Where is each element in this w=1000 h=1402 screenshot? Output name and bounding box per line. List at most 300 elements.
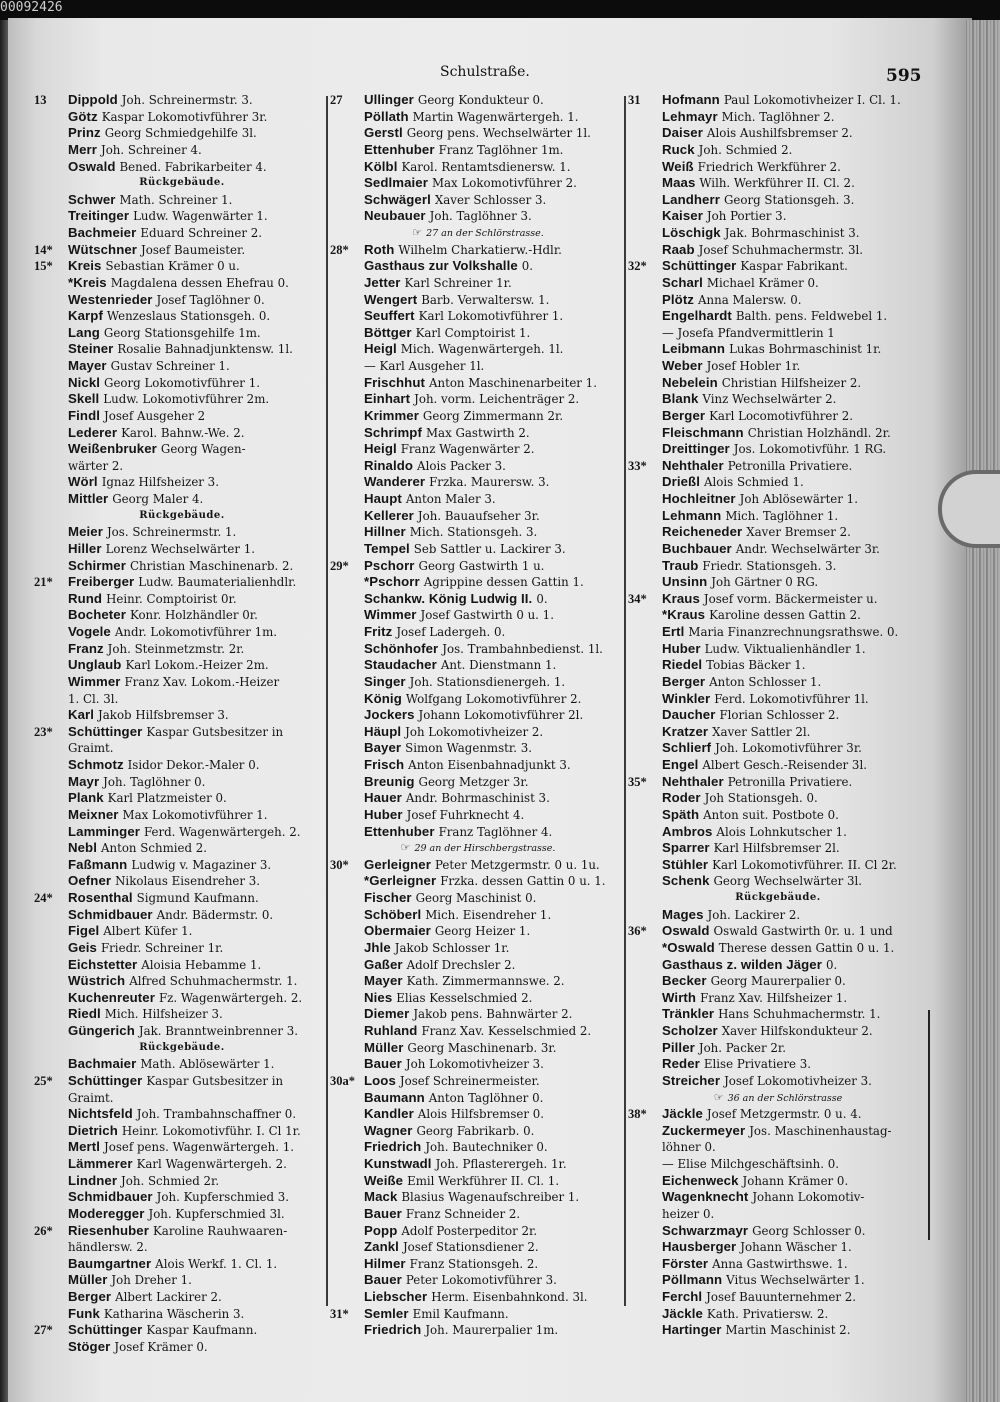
resident-surname: Fischer (364, 890, 412, 905)
resident-surname: Lang (68, 324, 100, 340)
resident-details: Joh Lokomotivheizer 3. (405, 1057, 544, 1072)
house-number: 30* (330, 857, 349, 872)
resident-surname: Baumgartner (68, 1255, 152, 1271)
resident-entry (34, 1023, 330, 1040)
resident-entry (628, 425, 928, 442)
resident-entry (628, 1006, 928, 1023)
resident-entry (34, 824, 330, 841)
resident-entry (628, 208, 928, 225)
resident-surname: Jäckle (662, 1106, 703, 1122)
resident-surname: Jetter (364, 274, 401, 290)
resident-entry (34, 707, 330, 724)
cross-reference-note (330, 225, 626, 242)
resident-surname: *Gerleigner (364, 873, 437, 889)
resident-surname: Schmidbauer (68, 1189, 153, 1205)
resident-details: Albert Küfer 1. (103, 924, 193, 939)
resident-details: Alois Hilfsbremser 0. (417, 1107, 545, 1122)
resident-surname: Baumann (364, 1089, 425, 1105)
resident-surname: Bauer (364, 1205, 402, 1221)
resident-entry (34, 907, 330, 924)
resident-surname: Vogele (68, 624, 111, 639)
resident-surname: Funk (68, 1305, 100, 1321)
resident-details: Math. Schreiner 1. (119, 192, 233, 207)
entry-continuation (34, 740, 330, 757)
resident-details: Graimt. (68, 1090, 114, 1105)
resident-entry (330, 1256, 626, 1273)
resident-surname: Piller (662, 1039, 695, 1055)
resident-details: Bened. Fabrikarbeiter 4. (119, 159, 267, 174)
section-subheading: Rückgebäude. (139, 509, 225, 521)
resident-surname: Bayer (364, 740, 402, 756)
resident-details: Max Gastwirth 2. (425, 425, 530, 440)
page-title: Schulstraße. (440, 64, 530, 80)
resident-details: Joh. Bauaufseher 3r. (417, 508, 540, 523)
house-number: 35* (628, 774, 647, 789)
resident-entry (330, 1189, 626, 1206)
resident-details: Petronilla Privatiere. (727, 774, 853, 789)
resident-entry (628, 674, 928, 691)
resident-entry (330, 292, 626, 309)
resident-details: Gustav Schreiner 1. (110, 359, 230, 373)
resident-entry (34, 1106, 330, 1123)
resident-surname: Wimmer (68, 673, 121, 689)
resident-surname: Wengert (364, 291, 418, 307)
resident-details: Mich. Wagenwärtergeh. 1l. (400, 342, 564, 357)
resident-surname: Fleischmann (662, 424, 744, 440)
resident-entry (330, 1123, 626, 1140)
resident-details: Georg Maschinenarb. 3r. (407, 1040, 557, 1055)
resident-details: Karl Wagenwärtergeh. 2. (136, 1157, 287, 1171)
resident-entry (34, 474, 330, 491)
resident-entry (330, 192, 626, 209)
resident-entry (330, 774, 626, 791)
margin-line (928, 1010, 930, 1240)
resident-details: Josef Schuhmachermstr. 3l. (698, 242, 864, 257)
resident-entry (34, 857, 330, 874)
resident-details: Josef Stationsdiener 2. (402, 1240, 539, 1255)
resident-details: Balth. pens. Feldwebel 1. (735, 309, 888, 324)
resident-details: Frzka. dessen Gattin 0 u. 1. (440, 874, 606, 889)
resident-entry (628, 142, 928, 159)
resident-surname: Moderegger (68, 1205, 145, 1221)
resident-details: Joh Gärtner 0 RG. (711, 575, 819, 590)
resident-surname: Späth (662, 806, 700, 822)
resident-details: Joh. Trambahnschaffner 0. (136, 1107, 297, 1122)
resident-surname: Breunig (364, 773, 415, 789)
house-number: 31* (330, 1306, 349, 1321)
resident-entry (34, 1073, 330, 1090)
resident-surname: Roth (364, 241, 395, 257)
resident-entry (628, 92, 928, 109)
resident-surname: Wagner (364, 1122, 413, 1138)
resident-entry (628, 907, 928, 924)
resident-surname: Schlierf (662, 740, 712, 756)
resident-entry (34, 441, 330, 458)
resident-surname: *Oswald (662, 939, 715, 955)
resident-entry (330, 824, 626, 841)
resident-entry (330, 757, 626, 774)
resident-surname: Friedrich (364, 1322, 422, 1338)
resident-surname: Gasthaus z. wilden Jäger (662, 956, 822, 972)
resident-entry (628, 308, 928, 325)
resident-surname: Nickl (68, 374, 101, 390)
resident-entry (628, 408, 928, 425)
resident-entry (34, 109, 330, 126)
resident-details: Alois Schmied 1. (703, 475, 804, 490)
resident-surname: Riedel (662, 657, 703, 673)
resident-details: Vinz Wechselwärter 2. (702, 392, 837, 407)
resident-details: Lorenz Wechselwärter 1. (105, 541, 255, 556)
resident-entry (330, 1239, 626, 1256)
resident-details: Franz Schneider 2. (405, 1206, 521, 1221)
resident-details: Anton Schmied 2. (100, 841, 208, 856)
resident-entry (34, 641, 330, 658)
resident-entry (628, 990, 928, 1007)
resident-surname: Scholzer (662, 1023, 718, 1038)
resident-entry (330, 790, 626, 807)
resident-entry (34, 890, 330, 907)
resident-details: Katharina Wäscherin 3. (103, 1306, 245, 1321)
resident-details: Joh Portier 3. (706, 209, 787, 224)
resident-details: Xaver Bremser 2. (746, 525, 851, 540)
resident-surname: Ruck (662, 141, 695, 157)
resident-details: heizer 0. (662, 1206, 715, 1221)
resident-surname: Scharl (662, 274, 703, 290)
resident-entry (330, 1090, 626, 1107)
resident-details: Josef Taglöhner 0. (156, 292, 265, 307)
resident-details: Heinr. Comptoirist 0r. (106, 591, 237, 606)
resident-entry (330, 558, 626, 575)
resident-surname: Becker (662, 973, 707, 989)
resident-details: Georg Wagen- (160, 442, 246, 457)
resident-details: Mich. Taglöhner 2. (721, 109, 835, 124)
resident-details: Andr. Bohrmaschinist 3. (405, 791, 550, 806)
resident-surname: Ferchl (662, 1289, 703, 1304)
resident-details: Sebastian Krämer 0 u. (105, 259, 240, 274)
resident-surname: Tempel (364, 540, 410, 556)
resident-details: Georg Stationsgehilfe 1m. (103, 325, 261, 340)
resident-details: Alfred Schuhmachermstr. 1. (129, 974, 298, 989)
resident-details: Franz Stationsgeh. 2. (409, 1256, 539, 1271)
resident-details: Joh Dreher 1. (111, 1273, 192, 1288)
resident-surname: Kölbl (364, 158, 398, 174)
resident-surname: Sedlmaier (364, 175, 428, 191)
resident-details: Jakob pens. Bahnwärter 2. (413, 1007, 573, 1022)
resident-details: Joh. Lackirer 2. (707, 907, 801, 922)
resident-entry (628, 940, 928, 957)
resident-details: Georg Fabrikarb. 0. (416, 1123, 535, 1138)
resident-entry (34, 807, 330, 824)
resident-surname: Gaßer (364, 956, 403, 972)
resident-details: Georg Metzger 3r. (418, 774, 529, 789)
resident-details: Josef Hobler 1r. (706, 359, 801, 373)
resident-details: Joh. Steinmetzmstr. 2r. (107, 641, 245, 656)
resident-details: Christian Maschinenarb. 2. (129, 558, 294, 573)
resident-surname: Hochleitner (662, 491, 736, 506)
resident-surname: Pschorr (364, 557, 415, 573)
resident-details: Anton Maler 3. (405, 492, 496, 506)
resident-surname: Dreittinger (662, 441, 730, 457)
resident-entry (330, 375, 626, 392)
resident-entry (330, 1040, 626, 1057)
note-text: 27 an der Schlörstrasse. (426, 228, 544, 239)
resident-entry (34, 1223, 330, 1240)
resident-details: Wilh. Werkführer II. Cl. 2. (699, 176, 855, 191)
resident-surname: Karpf (68, 308, 103, 324)
resident-surname: Wüstrich (68, 973, 126, 989)
entry-continuation (330, 358, 626, 375)
resident-surname: Wörl (68, 474, 98, 490)
resident-surname: Daucher (662, 707, 716, 723)
resident-details: Joh. Pflasterergeh. 1r. (435, 1157, 567, 1171)
resident-surname: Mayer (68, 358, 107, 373)
resident-details: Maria Finanzrechnungsrathswe. 0. (688, 625, 899, 639)
resident-entry (34, 1189, 330, 1206)
resident-surname: Gerleigner (364, 856, 431, 872)
resident-details: Alois Packer 3. (417, 458, 506, 473)
resident-surname: Treitinger (68, 208, 130, 224)
house-number: 25* (34, 1073, 53, 1088)
resident-surname: Karl (68, 707, 95, 723)
resident-entry (628, 275, 928, 292)
resident-entry (628, 358, 928, 375)
resident-surname: Meier (68, 524, 103, 540)
resident-details: Josef Fuhrknecht 4. (406, 807, 525, 822)
resident-surname: Wütschner (68, 241, 138, 257)
resident-entry (34, 607, 330, 624)
resident-details: Heinr. Lokomotivführ. I. Cl 1r. (121, 1123, 301, 1138)
resident-surname: Popp (364, 1222, 398, 1238)
house-number: 27* (34, 1323, 53, 1338)
entry-continuation (34, 1239, 330, 1256)
resident-details: Florian Schlosser 2. (719, 708, 840, 723)
resident-entry (628, 341, 928, 358)
resident-details: Friedr. Stationsgeh. 3. (702, 558, 837, 573)
resident-entry (628, 857, 928, 874)
resident-entry (330, 1272, 626, 1289)
resident-entry (628, 541, 928, 558)
resident-surname: Zuckermeyer (662, 1122, 746, 1138)
resident-surname: Jockers (364, 707, 415, 723)
resident-surname: Geis (68, 939, 97, 955)
resident-surname: Hofmann (662, 92, 720, 107)
resident-entry (34, 192, 330, 209)
resident-surname: Seuffert (364, 308, 415, 324)
resident-entry (34, 208, 330, 225)
resident-entry (628, 824, 928, 841)
resident-details: Josef Baumeister. (141, 242, 246, 257)
resident-details: Georg Wechselwärter 3l. (713, 874, 863, 889)
resident-details: Fz. Wagenwärtergeh. 2. (158, 990, 303, 1005)
house-number: 29* (330, 558, 349, 573)
resident-details: Georg Maurerpalier 0. (710, 974, 846, 989)
resident-details: Andr. Bädermstr. 0. (156, 907, 274, 922)
resident-entry (628, 474, 928, 491)
resident-details: Joh. Kupferschmied 3. (156, 1190, 290, 1205)
resident-entry (330, 1223, 626, 1240)
resident-surname: Reicheneder (662, 524, 743, 540)
resident-details: Joh Stationsgeh. 0. (704, 791, 818, 806)
resident-surname: *Pschorr (364, 574, 420, 590)
resident-details: Josef Krämer 0. (114, 1339, 208, 1354)
resident-details: Joh. Schreinermstr. 3. (121, 93, 253, 107)
resident-surname: König (364, 690, 402, 706)
resident-entry (330, 1056, 626, 1073)
resident-surname: Raab (662, 241, 695, 257)
resident-entry (34, 541, 330, 558)
resident-entry (628, 1123, 928, 1140)
resident-surname: Haupt (364, 491, 402, 506)
resident-entry (628, 873, 928, 890)
pointing-hand-icon: ☞ (400, 841, 411, 855)
resident-entry (330, 1206, 626, 1223)
scan-id: 00092426 (0, 0, 63, 15)
resident-entry (628, 591, 928, 608)
resident-details: Nikolaus Eisendreher 3. (115, 874, 261, 889)
resident-surname: Berger (68, 1289, 112, 1304)
resident-entry (628, 1306, 928, 1323)
resident-surname: Nehthaler (662, 457, 724, 473)
resident-surname: Zankl (364, 1239, 399, 1255)
resident-details: Josef Ladergeh. 0. (396, 625, 506, 639)
resident-entry (34, 341, 330, 358)
resident-surname: Drießl (662, 474, 700, 490)
resident-entry (628, 923, 928, 940)
resident-entry (628, 1073, 928, 1090)
entry-continuation (34, 691, 330, 708)
resident-entry (34, 325, 330, 342)
resident-surname: Nies (364, 989, 393, 1005)
house-number: 21* (34, 575, 53, 590)
resident-entry (34, 940, 330, 957)
resident-surname: Kratzer (662, 723, 709, 739)
resident-surname: Semler (364, 1305, 409, 1321)
resident-details: Jos. Schreinermstr. 1. (106, 525, 237, 540)
resident-entry (330, 807, 626, 824)
resident-surname: Jhle (364, 939, 391, 955)
resident-details: Max Lokomotivführer 2. (431, 176, 577, 191)
resident-surname: Buchbauer (662, 540, 732, 556)
resident-surname: Wagenknecht (662, 1189, 749, 1205)
resident-entry (628, 225, 928, 242)
resident-entry (34, 1156, 330, 1173)
resident-details: Georg Lokomotivführer 1. (104, 375, 260, 390)
resident-entry (34, 873, 330, 890)
resident-entry (34, 125, 330, 142)
resident-details: Kaspar Kaufmann. (146, 1323, 258, 1338)
resident-surname: Rinaldo (364, 457, 414, 473)
resident-details: Ferd. Lokomotivführer 1l. (714, 691, 869, 706)
resident-entry (628, 740, 928, 757)
resident-entry (34, 957, 330, 974)
resident-details: Friedrich Werkführer 2. (697, 159, 841, 174)
pointing-hand-icon: ☞ (713, 1090, 724, 1104)
resident-surname: Müller (364, 1039, 404, 1055)
resident-entry (34, 657, 330, 674)
resident-entry (34, 591, 330, 608)
resident-details: Karl Platzmeister 0. (107, 791, 227, 806)
resident-entry (628, 641, 928, 658)
resident-details: Josef Bauunternehmer 2. (706, 1290, 857, 1304)
resident-surname: Nehthaler (662, 773, 724, 789)
resident-details: Josef pens. Wagenwärtergeh. 1. (104, 1140, 294, 1155)
resident-details: Mich. Eisendreher 1. (425, 907, 552, 922)
resident-entry (330, 591, 626, 608)
resident-surname: Lederer (68, 424, 118, 440)
resident-entry (34, 840, 330, 857)
resident-details: 1. Cl. 3l. (68, 691, 119, 706)
resident-entry (330, 142, 626, 159)
resident-surname: *Kraus (662, 607, 706, 623)
resident-surname: Dippold (68, 92, 118, 107)
resident-surname: Frischhut (364, 374, 425, 390)
resident-surname: Wanderer (364, 474, 426, 490)
resident-surname: Lehmann (662, 507, 722, 523)
resident-entry (330, 408, 626, 425)
house-number: 26* (34, 1223, 53, 1238)
resident-entry (34, 275, 330, 292)
resident-details: Simon Wagenmstr. 3. (405, 741, 532, 756)
resident-entry (330, 491, 626, 508)
resident-details: händlersw. 2. (68, 1240, 148, 1255)
house-number: 28* (330, 242, 349, 257)
resident-details: Wilhelm Charkatierw.-Hdlr. (398, 242, 562, 257)
resident-entry (34, 391, 330, 408)
resident-details: Georg Schmiedgehilfe 3l. (104, 126, 257, 141)
resident-details: Barb. Verwaltersw. 1. (421, 292, 550, 307)
resident-entry (628, 624, 928, 641)
cross-reference-note (628, 1090, 928, 1107)
resident-surname: Güngerich (68, 1023, 135, 1038)
resident-details: Johann Wäscher 1. (740, 1240, 852, 1255)
resident-entry (330, 391, 626, 408)
resident-details: Joh. Stationsdienergeh. 1. (409, 674, 566, 689)
resident-surname: Kreis (68, 258, 102, 274)
house-number: 31 (628, 93, 641, 107)
resident-entry (330, 341, 626, 358)
resident-details: Joh. Packer 2r. (698, 1040, 786, 1055)
resident-details: Ludw. Baumaterialienhdlr. (138, 575, 297, 590)
resident-details: Franz Xav. Hilfsheizer 1. (700, 990, 848, 1005)
resident-entry (330, 707, 626, 724)
resident-details: Joh. Bautechniker 0. (425, 1140, 548, 1155)
resident-surname: Friedrich (364, 1139, 422, 1155)
resident-details: Kaspar Fabrikant. (740, 259, 848, 274)
resident-details: 0. (536, 591, 548, 606)
resident-entry (628, 1106, 928, 1123)
resident-surname: Bauer (364, 1272, 402, 1288)
resident-details: Kaspar Gutsbesitzer in (146, 724, 284, 739)
resident-surname: Weiß (662, 158, 694, 174)
resident-details: Franz Taglöhner 1m. (438, 142, 564, 157)
resident-entry (34, 425, 330, 442)
page-number: 595 (886, 66, 922, 86)
resident-details: Kath. Zimmermannswe. 2. (406, 974, 565, 989)
resident-details: Ferd. Wagenwärtergeh. 2. (143, 824, 301, 839)
resident-entry (330, 657, 626, 674)
resident-details: löhner 0. (662, 1140, 716, 1155)
resident-surname: Häupl (364, 723, 402, 739)
section-subheading: Rückgebäude. (735, 892, 821, 903)
resident-details: Karl Schreiner 1r. (404, 275, 512, 290)
resident-details: Franz Wagenwärter 2. (400, 442, 535, 457)
entry-continuation (628, 325, 928, 342)
resident-details: Ignaz Hilfsheizer 3. (101, 475, 219, 490)
resident-surname: Traub (662, 557, 699, 573)
resident-details: Jakob Hilfsbremser 3. (98, 708, 229, 723)
resident-entry (330, 740, 626, 757)
resident-surname: Schwarzmayr (662, 1222, 749, 1238)
